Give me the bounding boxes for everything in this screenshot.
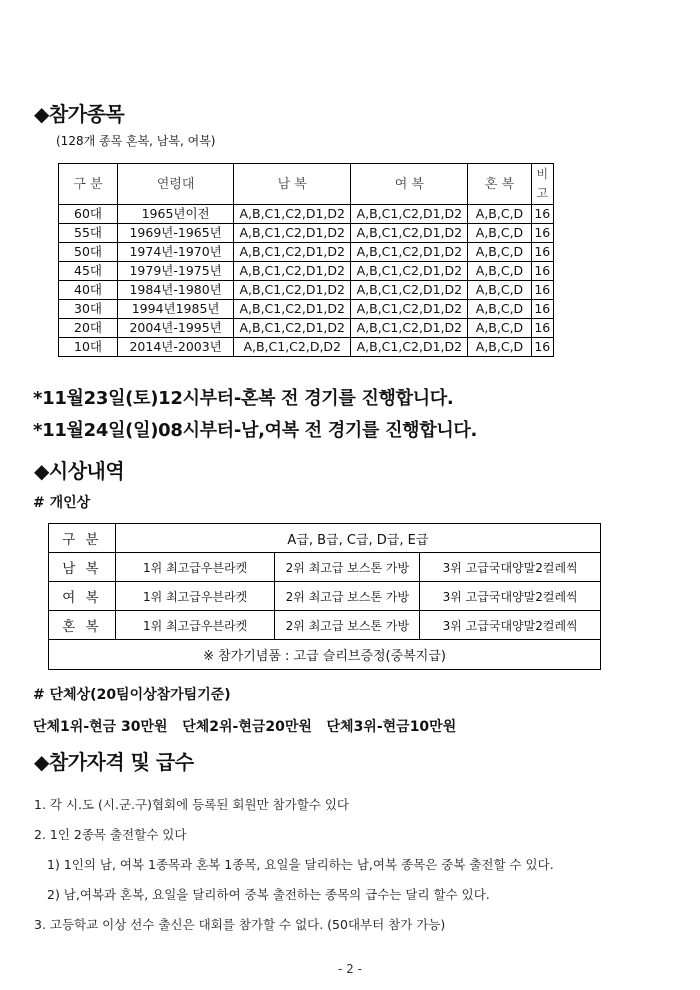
awards-cell-third-prize: 3위 고급국대양말2컬레씩 (420, 553, 601, 582)
events-cell-age-range: 1974년-1970년 (118, 243, 234, 262)
awards-cell-second-prize: 2위 최고급 보스톤 가방 (275, 611, 420, 640)
events-row (59, 319, 554, 338)
events-cell-division: 45대 (59, 262, 118, 281)
events-cell-mixed: A,B,C,D (468, 300, 531, 319)
events-cell-mens: A,B,C1,C2,D1,D2 (234, 319, 351, 338)
events-cell-mixed: A,B,C,D (468, 243, 531, 262)
section-title-eligibility: ◆참가자격 및 급수 (34, 750, 194, 774)
team-award-title: # 단체상(20팀이상참가팀기준) (33, 687, 231, 703)
awards-cell-second-prize: 2위 최고급 보스톤 가방 (275, 582, 420, 611)
awards-cell-label: 남 복 (49, 553, 116, 582)
awards-cell-first-prize: 1위 최고급우븐라켓 (115, 611, 275, 640)
events-cell-division: 50대 (59, 243, 118, 262)
header-remarks: 비고 (531, 164, 553, 205)
events-cell-mixed: A,B,C,D (468, 205, 531, 224)
events-cell-mixed: A,B,C,D (468, 262, 531, 281)
events-cell-womens: A,B,C1,C2,D1,D2 (351, 281, 468, 300)
awards-cell-third-prize: 3위 고급국대양말2컬레씩 (420, 611, 601, 640)
events-cell-age-range: 1979년-1975년 (118, 262, 234, 281)
events-table (58, 163, 554, 357)
header-womens-doubles: 여 복 (351, 164, 468, 205)
events-cell-remark: 16 (531, 224, 553, 243)
awards-row (49, 553, 601, 582)
awards-header-grades: A급, B급, C급, D급, E급 (115, 524, 600, 553)
awards-cell-label: 혼 복 (49, 611, 116, 640)
events-cell-division: 30대 (59, 300, 118, 319)
rule-2-sub-1: 1) 1인의 남, 여복 1종목과 혼복 1종목, 요일을 달리하는 남,여복 종목은 중복 출전할 수 있다. (47, 857, 554, 872)
awards-cell-first-prize: 1위 최고급우븐라켓 (115, 582, 275, 611)
events-cell-womens: A,B,C1,C2,D1,D2 (351, 338, 468, 357)
awards-cell-third-prize: 3위 고급국대양말2컬레씩 (420, 582, 601, 611)
events-row (59, 224, 554, 243)
events-cell-mixed: A,B,C,D (468, 224, 531, 243)
events-cell-remark: 16 (531, 319, 553, 338)
awards-cell-second-prize: 2위 최고급 보스톤 가방 (275, 553, 420, 582)
events-cell-age-range: 1969년-1965년 (118, 224, 234, 243)
header-mens-doubles: 남 복 (234, 164, 351, 205)
individual-award-title: # 개인상 (33, 495, 91, 511)
awards-footer-row (49, 640, 601, 670)
events-cell-division: 40대 (59, 281, 118, 300)
rule-2: 2. 1인 2종목 출전할수 있다 (34, 827, 187, 842)
events-cell-division: 55대 (59, 224, 118, 243)
events-cell-remark: 16 (531, 205, 553, 224)
events-cell-remark: 16 (531, 281, 553, 300)
rule-1: 1. 각 시.도 (시.군.구)협회에 등록된 회원만 참가할수 있다 (34, 797, 349, 812)
events-row (59, 338, 554, 357)
events-cell-age-range: 2004년-1995년 (118, 319, 234, 338)
notice-mixed-schedule: *11월23일(토)12시부터-혼복 전 경기를 진행합니다. (33, 388, 454, 409)
events-cell-age-range: 2014년-2003년 (118, 338, 234, 357)
events-cell-mens: A,B,C1,C2,D1,D2 (234, 300, 351, 319)
events-cell-womens: A,B,C1,C2,D1,D2 (351, 262, 468, 281)
events-subtitle: (128개 종목 혼복, 남복, 여복) (56, 134, 216, 148)
events-cell-remark: 16 (531, 262, 553, 281)
events-cell-remark: 16 (531, 300, 553, 319)
events-cell-womens: A,B,C1,C2,D1,D2 (351, 205, 468, 224)
events-cell-division: 60대 (59, 205, 118, 224)
events-cell-division: 10대 (59, 338, 118, 357)
awards-row (49, 582, 601, 611)
awards-cell-first-prize: 1위 최고급우븐라켓 (115, 553, 275, 582)
events-cell-mens: A,B,C1,C2,D1,D2 (234, 281, 351, 300)
events-cell-age-range: 1965년이전 (118, 205, 234, 224)
events-cell-mens: A,B,C1,C2,D1,D2 (234, 243, 351, 262)
events-cell-mens: A,B,C1,C2,D1,D2 (234, 262, 351, 281)
awards-cell-label: 여 복 (49, 582, 116, 611)
events-cell-womens: A,B,C1,C2,D1,D2 (351, 243, 468, 262)
section-title-awards: ◆시상내역 (34, 459, 125, 483)
awards-header-row (49, 524, 601, 553)
events-cell-age-range: 1984년-1980년 (118, 281, 234, 300)
events-row (59, 262, 554, 281)
events-row (59, 281, 554, 300)
events-cell-mixed: A,B,C,D (468, 319, 531, 338)
events-cell-division: 20대 (59, 319, 118, 338)
events-cell-remark: 16 (531, 243, 553, 262)
events-row (59, 300, 554, 319)
awards-souvenir-note: ※ 참가기념품 : 고급 슬리브증정(중복지급) (49, 640, 601, 670)
section-title-events: ◆참가종목 (34, 102, 125, 126)
notice-doubles-schedule: *11월24일(일)08시부터-남,여복 전 경기를 진행합니다. (33, 420, 478, 441)
events-cell-mens: A,B,C1,C2,D1,D2 (234, 224, 351, 243)
rule-3: 3. 고등학교 이상 선수 출신은 대회를 참가할 수 없다. (50대부터 참가 가능) (34, 917, 446, 932)
events-cell-age-range: 1994년1985년 (118, 300, 234, 319)
team-award-prizes: 단체1위-현금 30만원 단체2위-현금20만원 단체3위-현금10만원 (33, 719, 457, 735)
header-mixed-doubles: 혼 복 (468, 164, 531, 205)
rule-2-sub-2: 2) 남,여복과 혼복, 요일을 달리하여 중복 출전하는 종목의 급수는 달리 할수 있다. (47, 887, 490, 902)
events-cell-mens: A,B,C1,C2,D,D2 (234, 338, 351, 357)
events-row (59, 243, 554, 262)
header-age-range: 연령대 (118, 164, 234, 205)
events-cell-womens: A,B,C1,C2,D1,D2 (351, 224, 468, 243)
events-cell-womens: A,B,C1,C2,D1,D2 (351, 319, 468, 338)
page-number: - 2 - (338, 962, 362, 976)
awards-row (49, 611, 601, 640)
events-cell-womens: A,B,C1,C2,D1,D2 (351, 300, 468, 319)
events-header-row (59, 164, 554, 205)
events-cell-mixed: A,B,C,D (468, 281, 531, 300)
events-row (59, 205, 554, 224)
awards-header-label: 구 분 (49, 524, 116, 553)
events-cell-mixed: A,B,C,D (468, 338, 531, 357)
events-cell-remark: 16 (531, 338, 553, 357)
events-cell-mens: A,B,C1,C2,D1,D2 (234, 205, 351, 224)
awards-table (48, 523, 601, 670)
header-division: 구 분 (59, 164, 118, 205)
